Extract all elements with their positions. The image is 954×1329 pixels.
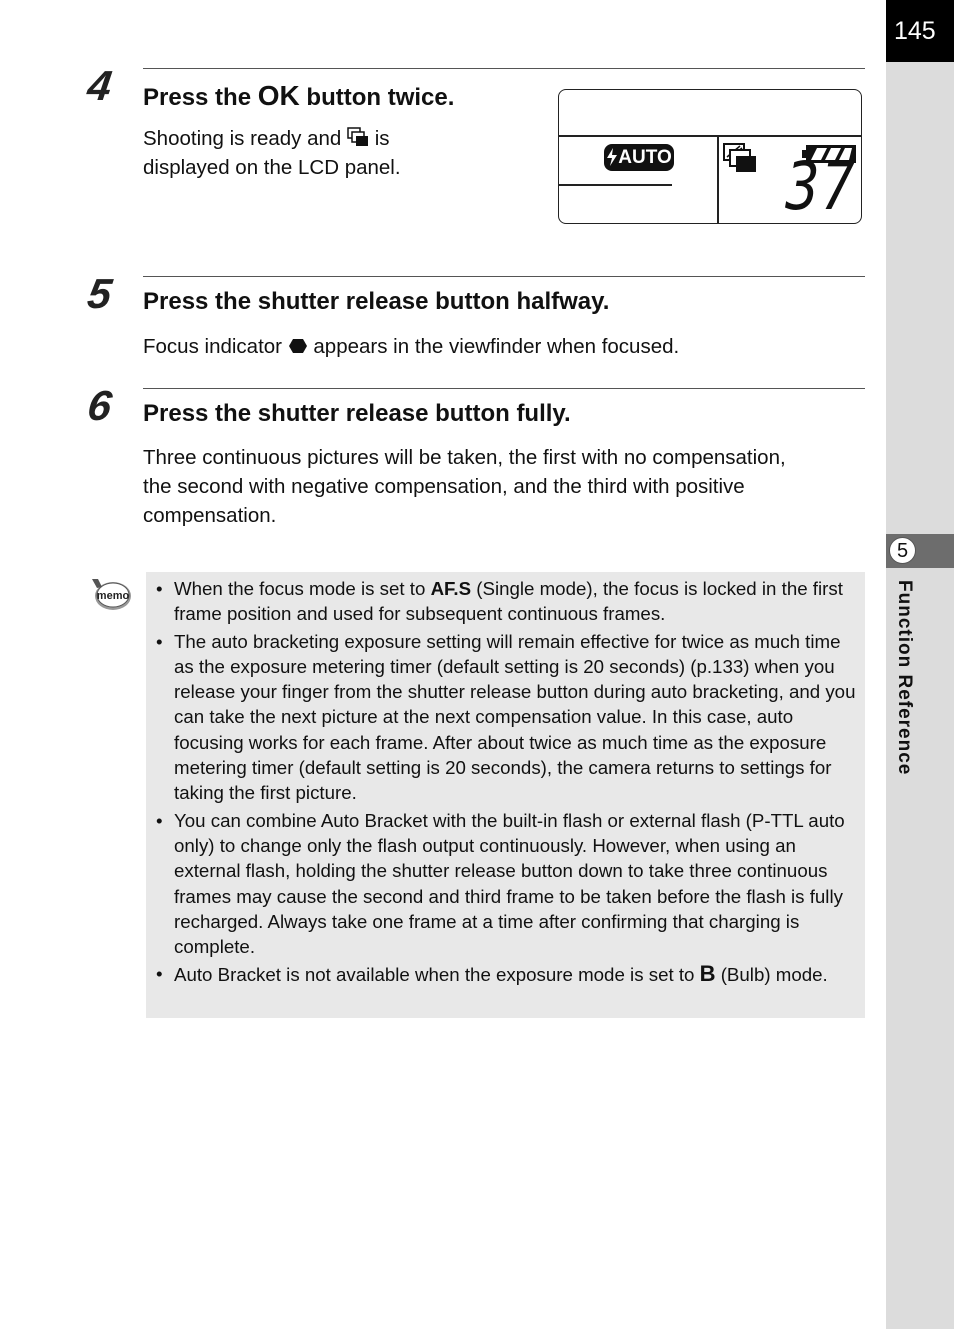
step-5-title: Press the shutter release button halfway. [143,288,610,315]
step-5-body: Focus indicator appears in the viewfinder when focused. [143,335,680,358]
step-divider [143,388,865,389]
memo-box [146,572,865,1018]
svg-text:memo: memo [96,590,130,602]
step-6-title: Press the shutter release button fully. [143,400,571,427]
step-6-body: Three continuous pictures will be taken, the first with no compensation, the second with negative compensation, and the third with positive compensation. [143,446,786,527]
step-4-title: Press the OK button twice. [143,80,455,111]
memo-bullet: • Auto Bracket is not available when the exposure mode is set to B (Bulb) mode. [156,961,858,987]
step-4-body: Shooting is ready and is displayed on the LCD panel. [143,127,401,179]
lcd-panel [558,89,862,224]
memo-bullet: • When the focus mode is set to AF.S (Single mode), the focus is locked in the first frame position and used for subsequent continuous frames. [156,576,858,627]
chapter-title: Function Reference [894,580,915,776]
step-number-6: 6 [84,382,115,429]
focus-indicator-icon [288,335,308,358]
ok-key-label: OK [257,80,300,111]
memo-bullet: • You can combine Auto Bracket with the built-in flash or external flash (P-TTL auto only) to change only the flash output continuously. However, when using an external flash, holding the shutter release button down to take three continuous frames may cause the second and third frame to be taken before the flash is fully recharged. Always take one frame at a time after confirming that charging is complete. [156,808,858,960]
memo-icon [90,577,132,613]
step-divider [143,68,865,69]
bracket-continuous-icon [722,142,758,176]
step-number-4: 4 [84,62,115,109]
page-number: 145 [886,0,954,62]
flash-auto-icon: AUTO [604,144,674,171]
step-divider [143,276,865,277]
frame-count-display: 37 [778,148,863,225]
chapter-number: 5 [889,537,916,564]
memo-bullet: • The auto bracketing exposure setting will remain effective for twice as much time as the exposure metering timer (default setting is 20 seconds) (p.133) when you release your finger from the shutter release button during auto bracketing, and you can take the next picture at the next compensation value. In this case, auto focusing works for each frame. After about twice as much time as the exposure metering timer (default setting is 20 seconds), the camera returns to settings for taking the first picture. [156,629,858,806]
bracket-continuous-icon [347,127,369,150]
step-number-5: 5 [84,270,115,317]
